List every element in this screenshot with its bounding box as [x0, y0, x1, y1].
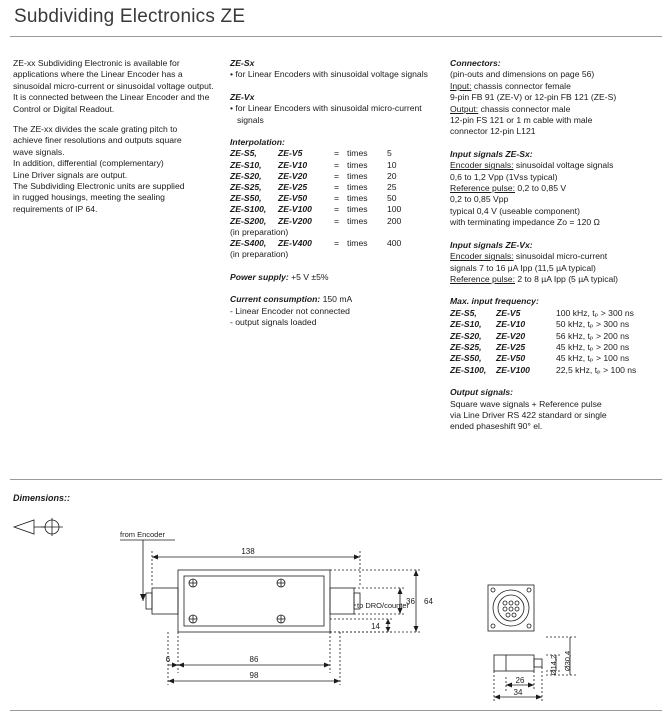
- freq-v-label: ZE-V5: [496, 307, 521, 318]
- output-line-2: via Line Driver RS 422 standard or single: [450, 409, 607, 420]
- connectors-input-line-2: 9-pin FB 91 (ZE-V) or 12-pin FB 121 (ZE-S): [450, 92, 617, 103]
- dim-36-label: 36: [406, 597, 415, 606]
- dim-6-label: 6: [165, 655, 171, 664]
- dim-14-label: 14: [371, 622, 380, 631]
- dimensions-divider: [10, 479, 662, 480]
- table-row: [230, 182, 413, 193]
- row-factor: 50: [387, 193, 397, 204]
- table-row: [230, 171, 413, 182]
- current-note-1: - Linear Encoder not connected: [230, 305, 350, 316]
- connectors-input-line: [450, 81, 665, 92]
- current-consumption-line: [230, 294, 435, 305]
- from-encoder-label: from Encoder: [120, 530, 166, 539]
- freq-value: 56 kHz, tₚ > 200 ns: [556, 330, 630, 341]
- dim-26-label: 26: [515, 676, 525, 685]
- row-times: times: [347, 148, 368, 159]
- sx-reference-text: 0,2 to 0,85 V: [514, 183, 567, 194]
- vx-encoder-label: Encoder signals:: [450, 251, 514, 262]
- connectors-output-line-3: connector 12-pin L121: [450, 126, 536, 137]
- row-v-label: ZE-V10: [278, 159, 308, 170]
- description-paragraph-2-line-7: in rugged housings, meeting the sealing: [13, 192, 165, 203]
- table-row: [450, 342, 636, 353]
- description-paragraph-1: ZE-xx Subdividing Electronic is available for applications where the Linear Encoder has a sinusoidal micro-current or sinusoidal voltage output. It is connected between the Linear Encoder and the Control or Digital Readout.: [13, 58, 214, 114]
- vx-reference-line: [450, 274, 665, 285]
- row-factor: 100: [387, 204, 402, 215]
- dim-64-label: 64: [424, 597, 433, 606]
- title-divider: [10, 36, 662, 37]
- input-signals-sx-heading: Input signals ZE-Sx:: [450, 148, 533, 159]
- row-equals: =: [334, 215, 340, 226]
- row-v-label: ZE-V20: [278, 170, 308, 181]
- column-variants: [230, 58, 435, 329]
- table-row: [230, 193, 413, 204]
- sx-reference-line-2: 0,2 to 0,85 Vpp: [450, 194, 509, 205]
- footer-divider: [10, 710, 662, 711]
- freq-v-label: ZE-V50: [496, 353, 526, 364]
- row-equals: =: [334, 193, 340, 204]
- row-v-label: ZE-V200: [278, 215, 312, 226]
- freq-value: 22,5 kHz, tₚ > 100 ns: [556, 364, 637, 375]
- power-supply-line: [230, 272, 435, 283]
- sx-line-4: with terminating impedance Zo = 120 Ω: [450, 217, 600, 228]
- dimension-drawing: [0, 505, 672, 715]
- input-label: Input:: [450, 80, 472, 91]
- vx-reference-text: 2 to 8 µA Ipp (5 µA typical): [514, 273, 619, 284]
- table-row: [230, 148, 413, 159]
- row-s-label: ZE-S25,: [230, 182, 262, 193]
- output-line-1: Square wave signals + Reference pulse: [450, 398, 602, 409]
- row-times: times: [347, 193, 368, 204]
- dim-86-label: 86: [249, 655, 259, 664]
- vx-encoder-line: [450, 251, 665, 262]
- row-v-label: ZE-V50: [278, 193, 308, 204]
- zevx-bullet: • for Linear Encoders with sinusoidal micro-current signals: [230, 103, 422, 125]
- current-consumption-value: 150 mA: [322, 294, 353, 305]
- current-note-2: - output signals loaded: [230, 317, 317, 328]
- sx-encoder-label: Encoder signals:: [450, 160, 514, 171]
- dimensions-heading: Dimensions::: [13, 493, 71, 503]
- row-factor: 25: [387, 182, 397, 193]
- output-label: Output:: [450, 103, 479, 114]
- connectors-output-line: [450, 104, 665, 115]
- row-times: times: [347, 204, 368, 215]
- row-equals: =: [334, 238, 340, 249]
- zevx-heading: ZE-Vx: [230, 91, 255, 102]
- row-times: times: [347, 159, 368, 170]
- preparation-note-2: (in preparation): [230, 249, 289, 260]
- interpolation-table-400: [230, 238, 413, 249]
- description-paragraph-2-line-3: wave signals.: [13, 146, 65, 157]
- column-specifications: [450, 58, 665, 433]
- description-paragraph-2-line-2: achieve finer resolutions and outputs square: [13, 135, 182, 146]
- vx-encoder-line-2: signals 7 to 16 µA Ipp (11,5 µA typical): [450, 262, 596, 273]
- connectors-output-line-2: 12-pin FS 121 or 1 m cable with male: [450, 115, 593, 126]
- row-factor: 5: [387, 148, 392, 159]
- power-supply-label: Power supply:: [230, 271, 289, 282]
- freq-value: 50 kHz, tₚ > 300 ns: [556, 319, 630, 330]
- description-paragraph-2-line-1: The ZE-xx divides the scale grating pitch to: [13, 124, 178, 135]
- row-v-label: ZE-V400: [278, 238, 312, 249]
- table-row: [230, 160, 413, 171]
- row-s-label: ZE-S50,: [230, 193, 262, 204]
- freq-s-label: ZE-S100,: [450, 364, 487, 375]
- row-factor: 400: [387, 238, 402, 249]
- column-description: [13, 58, 218, 215]
- zesx-heading: ZE-Sx: [230, 58, 255, 68]
- freq-s-label: ZE-S20,: [450, 330, 482, 341]
- current-consumption-label: Current consumption:: [230, 294, 321, 305]
- row-s-label: ZE-S400,: [230, 238, 267, 249]
- description-paragraph-2-line-5: Line Driver signals are output.: [13, 169, 128, 180]
- table-row: [450, 308, 636, 319]
- output-line-3: ended phaseshift 90° el.: [450, 421, 543, 432]
- row-v-label: ZE-V100: [278, 204, 312, 215]
- table-row: [450, 331, 636, 342]
- input-signals-vx-heading: Input signals ZE-Vx:: [450, 239, 533, 250]
- table-row: [450, 319, 636, 330]
- output-signals-heading: Output signals:: [450, 387, 514, 398]
- freq-value: 100 kHz, tₚ > 300 ns: [556, 307, 634, 318]
- freq-value: 45 kHz, tₚ > 200 ns: [556, 341, 630, 352]
- sx-encoder-line-2: 0,6 to 1,2 Vpp (1Vss typical): [450, 171, 558, 182]
- output-text: chassis connector male: [478, 103, 571, 114]
- dim-diameter-14-label: Ø14,2: [549, 654, 558, 676]
- vx-reference-label: Reference pulse:: [450, 273, 515, 284]
- description-paragraph-2-line-4: In addition, differential (complementary): [13, 158, 164, 169]
- freq-v-label: ZE-V100: [496, 364, 530, 375]
- connectors-heading: Connectors:: [450, 58, 501, 68]
- row-times: times: [347, 182, 368, 193]
- row-s-label: ZE-S200,: [230, 215, 267, 226]
- description-paragraph-2-line-8: requirements of IP 64.: [13, 203, 98, 214]
- row-equals: =: [334, 182, 340, 193]
- interpolation-table: [230, 148, 413, 226]
- vx-encoder-text: sinusoidal micro-current: [513, 251, 608, 262]
- row-times: times: [347, 170, 368, 181]
- table-row: [450, 365, 636, 376]
- table-row: [230, 238, 413, 249]
- freq-s-label: ZE-S50,: [450, 353, 482, 364]
- row-equals: =: [334, 204, 340, 215]
- freq-v-label: ZE-V10: [496, 319, 526, 330]
- to-dro-label: to DRO/counter: [357, 601, 410, 610]
- power-supply-value: +5 V ±5%: [291, 271, 329, 282]
- description-paragraph-2-line-6: The Subdividing Electronic units are supplied: [13, 181, 185, 192]
- page-title: Subdividing Electronics ZE: [14, 6, 246, 27]
- freq-v-label: ZE-V20: [496, 330, 526, 341]
- row-factor: 10: [387, 159, 397, 170]
- row-equals: =: [334, 148, 340, 159]
- table-row: [230, 204, 413, 215]
- interpolation-heading: Interpolation:: [230, 137, 285, 148]
- freq-s-label: ZE-S25,: [450, 341, 482, 352]
- row-equals: =: [334, 159, 340, 170]
- freq-s-label: ZE-S10,: [450, 319, 482, 330]
- row-s-label: ZE-S100,: [230, 204, 267, 215]
- connectors-subtitle: (pin-outs and dimensions on page 56): [450, 69, 595, 80]
- dim-34-label: 34: [513, 688, 523, 697]
- sx-reference-label: Reference pulse:: [450, 183, 515, 194]
- dim-diameter-30-label: Ø30,4: [563, 650, 572, 672]
- frequency-table: [450, 308, 636, 376]
- row-s-label: ZE-S5,: [230, 148, 257, 159]
- zesx-bullet: • for Linear Encoders with sinusoidal voltage signals: [230, 69, 428, 80]
- row-factor: 20: [387, 170, 397, 181]
- freq-value: 45 kHz, tₚ > 100 ns: [556, 353, 630, 364]
- sx-encoder-text: sinusoidal voltage signals: [513, 160, 614, 171]
- row-v-label: ZE-V5: [278, 148, 303, 159]
- sx-encoder-line: [450, 160, 665, 171]
- table-row: [230, 216, 413, 227]
- sx-line-3: typical 0,4 V (useable component): [450, 205, 580, 216]
- row-times: times: [347, 215, 368, 226]
- sx-reference-line: [450, 183, 665, 194]
- preparation-note-1: (in preparation): [230, 226, 289, 237]
- dim-138-label: 138: [241, 547, 255, 556]
- freq-s-label: ZE-S5,: [450, 307, 477, 318]
- row-times: times: [347, 238, 368, 249]
- table-row: [450, 353, 636, 364]
- input-text: chassis connector female: [471, 80, 571, 91]
- row-equals: =: [334, 170, 340, 181]
- row-s-label: ZE-S10,: [230, 159, 262, 170]
- max-input-frequency-heading: Max. input frequency:: [450, 296, 539, 307]
- freq-v-label: ZE-V25: [496, 341, 526, 352]
- row-v-label: ZE-V25: [278, 182, 308, 193]
- row-factor: 200: [387, 215, 402, 226]
- dim-98-label: 98: [249, 671, 259, 680]
- row-s-label: ZE-S20,: [230, 170, 262, 181]
